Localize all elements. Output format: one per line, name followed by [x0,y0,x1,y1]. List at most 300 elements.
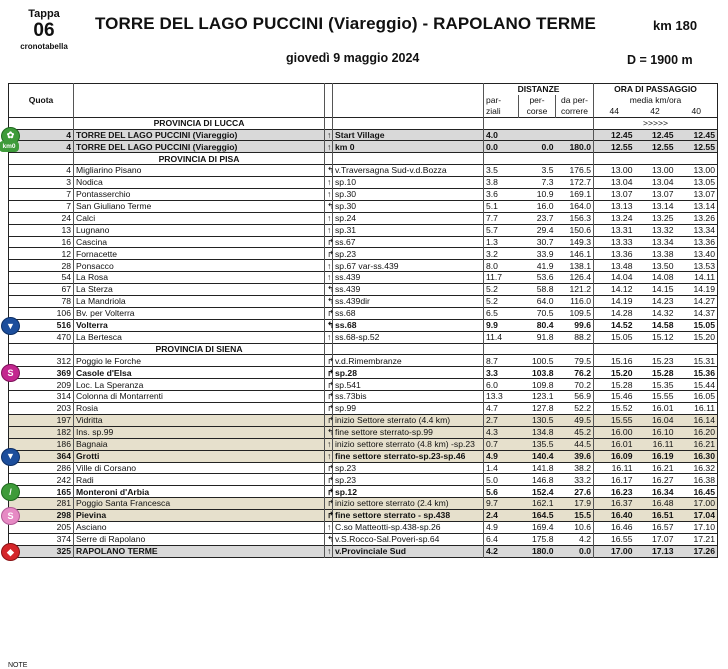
place-name: Loc. La Speranza [74,379,325,391]
altitude-value: 369 [56,367,71,378]
altitude-value: 281 [56,498,71,509]
road: ss.68-sp.52 [333,331,484,343]
time-40: 13.00 [693,165,715,176]
province-name: PROVINCIA DI LUCCA [74,117,325,129]
mag-marker-icon: S [1,364,20,382]
dist-covered: 130.5 [531,415,554,426]
road: fine settore sterrato-sp.99 [333,426,484,438]
time-44: 13.36 [610,248,633,259]
table-row [9,260,718,272]
time-42: 16.10 [651,427,674,438]
place-name: Lugnano [74,224,325,236]
dist-partial: 11.4 [486,331,503,342]
time-44: 13.04 [610,177,633,188]
time-40: 13.40 [693,248,715,259]
time-40: 13.26 [693,213,715,224]
table-row [9,177,718,189]
altitude [9,521,74,533]
dist-partial: 3.5 [486,165,498,176]
dist-partial: 6.5 [486,308,498,319]
altitude-value: 106 [56,308,71,319]
dist-covered: 164.5 [531,510,554,521]
time-44: 13.48 [610,260,633,271]
stage-number: 06 [33,20,55,41]
road: ss.73bis [333,391,484,403]
time-40: 14.27 [693,296,715,307]
place-name: Ponsacco [74,260,325,272]
table-row [9,426,718,438]
altitude [9,236,74,248]
dist-remaining: 176.5 [556,165,594,177]
time-42: 13.38 [651,248,674,259]
table-row [9,521,718,533]
altitude-value: 7 [66,189,71,200]
altitude-value: 312 [56,355,71,366]
dist-remaining: 39.6 [556,450,594,462]
dist-covered: 30.7 [536,236,554,247]
time-42: 15.23 [651,355,674,366]
total-km: km 180 [653,18,698,33]
time-42: 13.04 [651,177,674,188]
table-row [9,474,718,486]
time-42: 16.04 [651,415,674,426]
time-40: 17.10 [693,522,715,533]
table-row [9,189,718,201]
col-quota-top [9,84,74,95]
dist-covered: 64.0 [536,296,554,307]
place-name: RAPOLANO TERME [74,545,325,557]
place-name: Monteroni d'Arbia [74,486,325,498]
time-44: 12.45 [610,129,633,140]
place-name: Rosia [74,403,325,415]
direction-icon: ↱ [325,510,333,522]
dist-remaining: 27.6 [556,486,594,498]
dist-covered: 141.8 [531,462,554,473]
time-40: 17.26 [693,545,715,556]
time-42: 15.28 [651,367,674,378]
place-name: Poggio le Forche [74,355,325,367]
time-40: 12.55 [693,141,715,152]
direction-icon: ↑ [325,545,333,557]
direction-icon: ↰ [325,200,333,212]
time-44: 14.12 [610,284,633,295]
road: sp.23 [333,474,484,486]
table-row [9,307,718,319]
dist-remaining: 52.2 [556,403,594,415]
dist-remaining: 138.1 [556,260,594,272]
time-42: 14.58 [651,320,674,331]
direction-icon: ↱ [325,236,333,248]
time-42: 13.50 [651,260,674,271]
table-row [9,486,718,498]
dist-partial: 1.3 [486,236,498,247]
direction-icon: ↰ [325,165,333,177]
time-42: 16.27 [651,474,674,485]
road: v.d.Rimembranze [333,355,484,367]
direction-icon: ↑ [325,189,333,201]
time-marker [594,343,718,355]
place-name: Vidritta [74,414,325,426]
altitude [9,189,74,201]
direction-icon: ↑ [325,450,333,462]
dist-remaining: 150.6 [556,224,594,236]
dist-covered [519,129,556,141]
time-42: 12.55 [651,141,674,152]
table-row [9,331,718,343]
road: ss.67 [333,236,484,248]
altitude-value: 197 [56,415,71,426]
time-42: 13.32 [651,224,674,235]
green-marker-icon: / [1,483,20,501]
altitude-value: 314 [56,391,71,402]
road: sp.24 [333,212,484,224]
dist-covered: 3.5 [541,165,554,176]
road: inizio settore sterrato (4.8 km) -sp.23 [333,438,484,450]
dist-covered: 127.8 [531,403,554,414]
table-row [9,438,718,450]
time-40: 13.14 [693,201,715,212]
direction-icon: ↑ [325,331,333,343]
road: sp.67 var-ss.439 [333,260,484,272]
altitude-value: 16 [61,236,71,247]
time-42: 14.08 [651,272,674,283]
place-name: Casole d'Elsa [74,367,325,379]
dist-covered: 70.5 [536,308,554,319]
time-44: 15.28 [610,379,633,390]
altitude-value: 374 [56,534,71,545]
time-40: 16.11 [694,403,715,414]
altitude [9,510,74,522]
table-row [9,224,718,236]
dist-partial: 5.7 [486,224,498,235]
place-name: Colonna di Montarrenti [74,391,325,403]
time-42: 16.57 [651,522,674,533]
road: sp.30 [333,189,484,201]
road: ss.439dir [333,296,484,308]
dist-covered: 109.8 [531,379,554,390]
time-40: 16.21 [693,438,715,449]
stage-label: Tappa [28,8,60,20]
altitude-value: 286 [56,462,71,473]
time-44: 16.23 [610,486,633,497]
altitude [2,141,74,153]
altitude [9,438,74,450]
table-row [9,533,718,545]
table-row [9,545,718,557]
table-row [9,462,718,474]
time-44: 13.00 [610,165,633,176]
province-row [9,343,718,355]
dist-partial: 9.7 [486,498,498,509]
time-44: 15.46 [610,391,633,402]
time-44: 14.04 [610,272,633,283]
altitude [9,462,74,474]
road: sp.541 [333,379,484,391]
time-40: 17.21 [693,534,715,545]
table-row [9,510,718,522]
col-parziali: par- [484,95,519,106]
table-row [9,248,718,260]
altitude-value: 54 [61,272,71,283]
col-speed-44: 44 [609,106,619,117]
place-name: Cascina [74,236,325,248]
altitude [6,450,74,462]
time-44: 15.16 [610,355,633,366]
time-44: 12.55 [610,141,633,152]
province-row [9,153,718,165]
dist-partial: 8.7 [486,355,498,366]
altitude-value: 12 [61,248,71,259]
altitude [9,331,74,343]
dist-covered: 100.5 [531,355,554,366]
time-42: 15.55 [651,391,674,402]
col-distanze: DISTANZE [484,84,594,95]
dist-remaining: 156.3 [556,212,594,224]
time-44: 16.17 [610,474,633,485]
road: km 0 [333,141,484,153]
altitude-value: 182 [56,427,71,438]
dist-remaining: 164.0 [556,200,594,212]
time-44: 14.19 [610,296,633,307]
dist-remaining: 70.2 [556,379,594,391]
dist-remaining: 121.2 [556,284,594,296]
dist-remaining: 38.2 [556,462,594,474]
province-name: PROVINCIA DI SIENA [74,343,325,355]
time-40: 15.44 [693,379,715,390]
time-40: 14.11 [694,272,715,283]
dist-covered: 91.8 [536,331,554,342]
direction-icon: ↱ [325,379,333,391]
altitude-value: 165 [56,486,71,497]
dist-covered: 29.4 [536,224,554,235]
road: v.Traversagna Sud-v.d.Bozza [333,165,484,177]
altitude [9,545,74,557]
direction-icon: ↑ [325,272,333,284]
altitude-value: 24 [61,213,71,224]
table-row [9,236,718,248]
place-name: Grotti [74,450,325,462]
place-name: Calci [74,212,325,224]
time-42: 13.25 [651,213,674,224]
time-44: 16.55 [610,534,633,545]
dist-covered: 53.6 [536,272,554,283]
table-row [9,403,718,415]
green-marker-icon: ✿ [1,127,20,145]
direction-icon: ↱ [325,391,333,403]
dist-remaining: 10.6 [556,521,594,533]
altitude-value: 470 [56,331,71,342]
direction-icon: ↱ [325,307,333,319]
direction-icon: ↰ [325,319,333,331]
dist-partial: 3.3 [486,367,498,378]
direction-icon: ↱ [325,403,333,415]
altitude [9,260,74,272]
time-40: 16.32 [693,462,715,473]
dist-partial: 4.3 [486,427,498,438]
altitude-value: 298 [56,510,71,521]
dist-remaining: 17.9 [556,498,594,510]
road: sp.30 [333,200,484,212]
pink-marker-icon: S [1,507,20,525]
footer-note: NOTE [8,662,28,669]
road: inizio Settore sterrato (4.4 km) [333,414,484,426]
time-40: 15.36 [693,367,715,378]
time-42: 13.00 [651,165,674,176]
time-44: 17.00 [610,545,633,556]
road: sp.10 [333,177,484,189]
time-44: 16.37 [610,498,633,509]
road: v.Provinciale Sud [333,545,484,557]
place-name: Radi [74,474,325,486]
direction-icon: ↰ [325,296,333,308]
time-42: 16.51 [651,510,674,521]
time-42: 16.11 [652,438,674,449]
dist-remaining: 126.4 [556,272,594,284]
dist-partial: 5.2 [486,296,498,307]
altitude [9,248,74,260]
altitude-value: 3 [66,177,71,188]
direction-icon: ↱ [325,462,333,474]
direction-icon: ↱ [325,498,333,510]
altitude-value: 364 [56,450,71,461]
direction-icon: ↱ [325,486,333,498]
road: sp.23 [333,248,484,260]
altitude [9,533,74,545]
altitude-value: 203 [56,403,71,414]
time-44: 16.00 [610,427,633,438]
direction-icon: ↑ [325,224,333,236]
altitude-value: 4 [66,129,71,140]
time-42: 13.34 [651,236,674,247]
direction-icon: ↱ [325,474,333,486]
road: Start Village [333,129,484,141]
dist-partial: 6.4 [486,534,498,545]
blue-marker-icon: ▼ [1,448,20,466]
time-44: 15.55 [610,415,633,426]
time-40: 13.07 [693,189,715,200]
direction-icon: ↑ [325,129,333,141]
table-row [9,129,718,141]
time-40: 14.19 [693,284,715,295]
time-40: 13.34 [693,224,715,235]
dist-partial: 3.6 [486,189,498,200]
direction-icon: ↱ [325,414,333,426]
altitude [9,224,74,236]
dist-remaining: 172.7 [556,177,594,189]
dist-partial: 5.2 [486,284,498,295]
place-name: Serre di Rapolano [74,533,325,545]
time-42: 12.45 [651,129,674,140]
table-row [9,355,718,367]
place-name: Volterra [74,319,325,331]
dist-remaining: 33.2 [556,474,594,486]
place-name: Ville di Corsano [74,462,325,474]
dist-partial: 13.3 [486,391,503,402]
time-42: 17.13 [651,545,674,556]
dist-covered: 58.8 [536,284,554,295]
dist-partial: 4.0 [486,129,498,140]
dist-partial: 7.7 [486,213,498,224]
dist-covered: 169.4 [531,522,554,533]
direction-icon: ↑ [325,212,333,224]
direction-icon: ↑ [325,438,333,450]
direction-icon: ↰ [325,533,333,545]
stage-date: giovedì 9 maggio 2024 [286,51,420,65]
province-name: PROVINCIA DI PISA [74,153,325,165]
place-name: La Mandriola [74,296,325,308]
dist-partial: 6.0 [486,379,498,390]
col-media: media km/ora [629,95,682,106]
place-name: Bv. per Volterra [74,307,325,319]
time-44: 15.52 [610,403,633,414]
col-daper: da per- [556,95,594,106]
direction-icon: ↑ [325,521,333,533]
red-marker-icon: ◆ [1,543,20,561]
altitude [6,319,74,331]
dist-remaining: 15.5 [556,510,594,522]
time-42: 13.07 [651,189,674,200]
road: ss.68 [333,307,484,319]
altitude-value: 516 [56,320,71,331]
altitude [9,426,74,438]
col-speed-42: 42 [650,106,660,117]
table-row [9,272,718,284]
altitude-value: 4 [66,141,71,152]
time-44: 16.11 [611,462,633,473]
time-40: 16.14 [693,415,715,426]
road: sp.28 [333,367,484,379]
time-42: 14.23 [651,296,674,307]
time-marker: >>>>> [642,117,669,128]
time-40: 16.05 [693,391,715,402]
dist-covered: 23.7 [536,213,554,224]
time-44: 16.09 [610,450,633,461]
time-40: 17.04 [693,510,715,521]
time-42: 16.34 [651,486,674,497]
place-name: TORRE DEL LAGO PUCCINI (Viareggio) [74,129,325,141]
time-marker [594,153,718,165]
time-42: 14.32 [651,308,674,319]
table-row [9,498,718,510]
time-40: 15.20 [693,331,715,342]
altitude [9,307,74,319]
dist-partial: 5.1 [486,201,498,212]
direction-icon: ↰ [325,284,333,296]
dist-remaining: 88.2 [556,331,594,343]
time-42: 17.07 [651,534,674,545]
altitude-value: 186 [56,438,71,449]
place-name: San Giuliano Terme [74,200,325,212]
dist-partial: 11.7 [486,272,503,283]
altitude [9,379,74,391]
time-40: 16.20 [693,427,715,438]
dist-remaining: 149.3 [556,236,594,248]
time-40: 16.45 [693,486,715,497]
direction-icon: ↰ [325,426,333,438]
dist-partial: 3.2 [486,248,498,259]
dist-covered: 103.8 [531,367,554,378]
direction-icon: ↱ [325,355,333,367]
road: sp.99 [333,403,484,415]
km0-marker-icon: km0 [0,141,19,152]
elevation-gain: D = 1900 m [627,53,693,67]
place-name: La Bertesca [74,331,325,343]
direction-icon: ↑ [325,177,333,189]
altitude [9,414,74,426]
dist-remaining: 180.0 [556,141,594,153]
place-name: Asciano [74,521,325,533]
dist-partial: 9.9 [486,320,498,331]
